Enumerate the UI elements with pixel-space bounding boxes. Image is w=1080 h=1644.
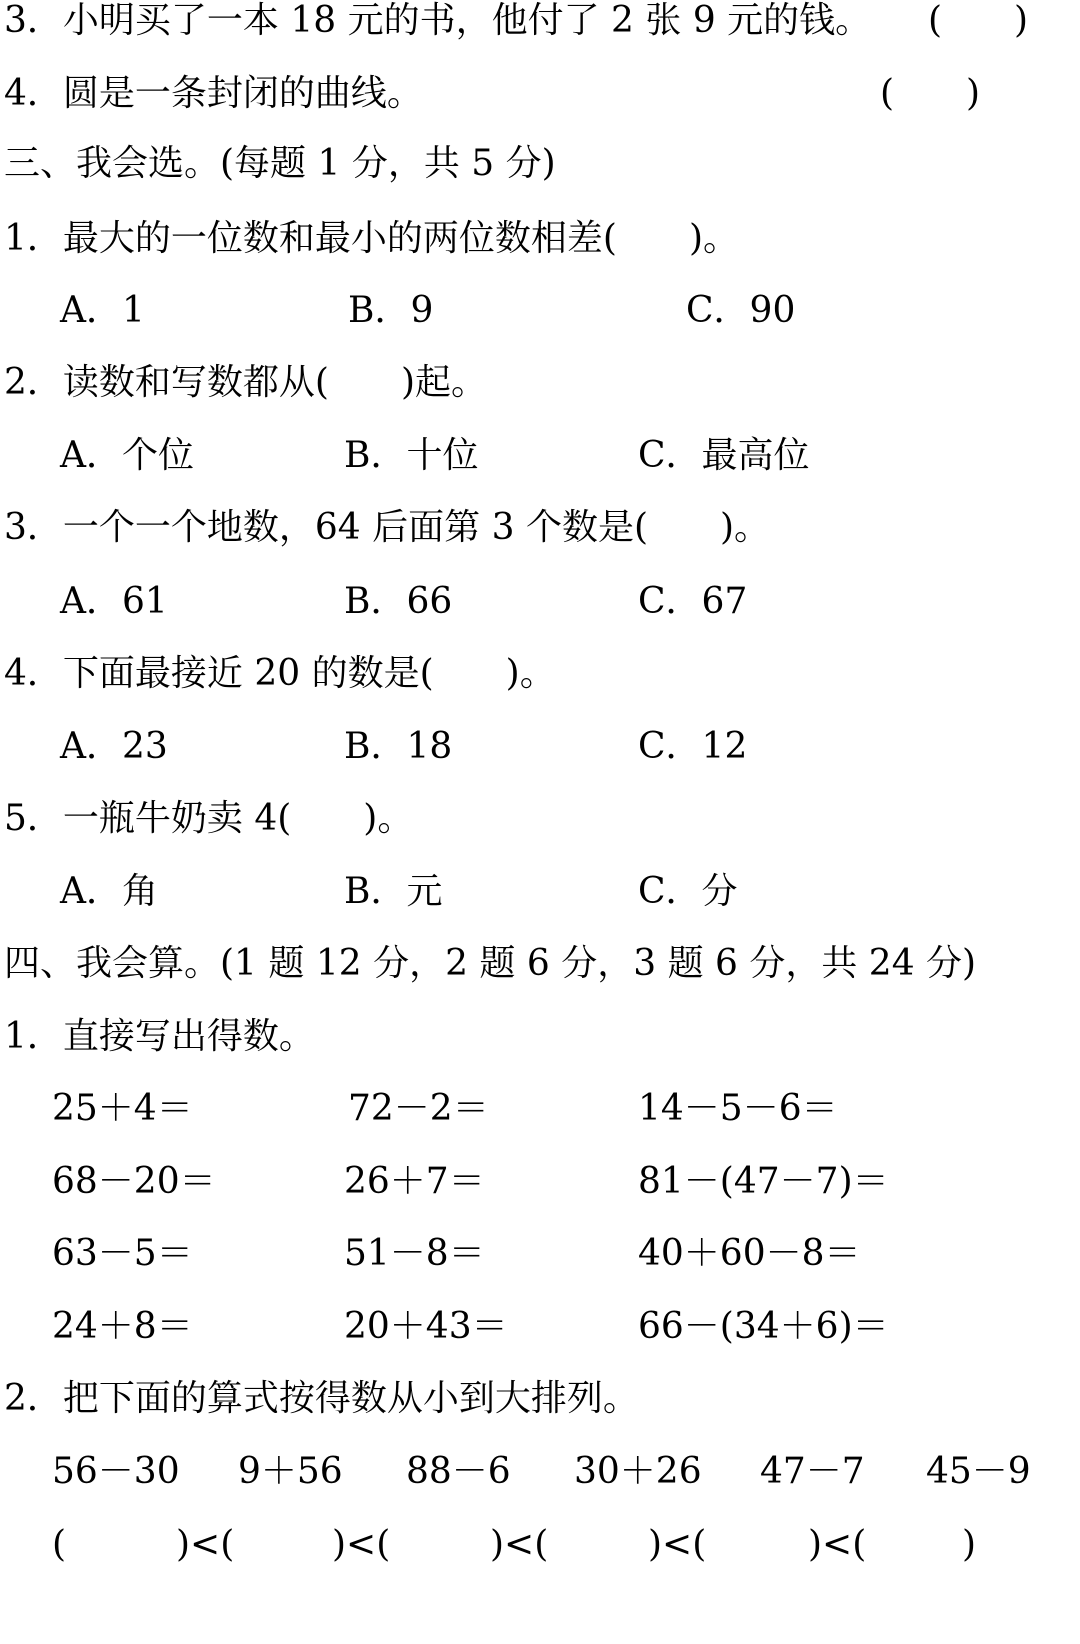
- calc-expression: 14－5－6＝: [638, 1088, 838, 1129]
- question-stem: 5．一瓶牛奶卖 4( )。: [4, 798, 414, 839]
- choice-options-5: [0, 862, 1080, 922]
- question-stem: 3．一个一个地数，64 后面第 3 个数是( )。: [4, 507, 771, 548]
- option-b: B．66: [344, 581, 453, 622]
- answer-blank: )<(: [490, 1524, 549, 1565]
- calc-expression: 81－(47－7)＝: [638, 1161, 889, 1202]
- choice-question-3: [0, 498, 1080, 558]
- answer-blank: )<(: [176, 1524, 235, 1565]
- sort-expression: 9＋56: [238, 1451, 343, 1492]
- calc-expression: 40＋60－8＝: [638, 1233, 861, 1274]
- question-stem: 1．最大的一位数和最小的两位数相差( )。: [4, 218, 739, 259]
- choice-options-2: [0, 426, 1080, 486]
- section-4-title: [0, 934, 1080, 994]
- choice-question-5: [0, 789, 1080, 849]
- calc-row: [0, 1224, 1080, 1284]
- answer-blank: )<(: [808, 1524, 867, 1565]
- choice-options-1: [0, 281, 1080, 341]
- calc-row: [0, 1297, 1080, 1357]
- choice-question-4: [0, 644, 1080, 704]
- calc-row: [0, 1079, 1080, 1139]
- choice-question-2: [0, 353, 1080, 413]
- calc-expression: 68－20＝: [52, 1161, 216, 1202]
- option-b: B．18: [344, 726, 453, 767]
- choice-options-3: [0, 572, 1080, 632]
- question-stem: 1．直接写出得数。: [4, 1016, 315, 1057]
- question-stem: 4．下面最接近 20 的数是( )。: [4, 653, 556, 694]
- calc-expression: 66－(34＋6)＝: [638, 1306, 889, 1347]
- judge-item-text: 3．小明买了一本 18 元的书，他付了 2 张 9 元的钱。: [4, 0, 872, 41]
- sort-expression: 56－30: [52, 1451, 180, 1492]
- calc-expression: 26＋7＝: [344, 1161, 485, 1202]
- choice-options-4: [0, 717, 1080, 777]
- sort-answer-row: [0, 1515, 1080, 1575]
- option-a: A．23: [60, 726, 168, 767]
- option-b: B．十位: [344, 435, 479, 476]
- judge-item-4: [0, 64, 1080, 124]
- calc-expression: 25＋4＝: [52, 1088, 193, 1129]
- judge-item-text: 4．圆是一条封闭的曲线。: [4, 73, 423, 114]
- calc-expression: 24＋8＝: [52, 1306, 193, 1347]
- answer-parentheses: ( ): [880, 73, 981, 114]
- calc-question-1: [0, 1007, 1080, 1067]
- sort-expression: 45－9: [926, 1451, 1031, 1492]
- calc-question-2: [0, 1369, 1080, 1429]
- option-c: C．90: [686, 290, 796, 331]
- section-title: 四、我会算。(1 题 12 分，2 题 6 分，3 题 6 分，共 24 分): [4, 943, 977, 984]
- section-3-title: [0, 134, 1080, 194]
- option-c: C．最高位: [638, 435, 810, 476]
- option-c: C．12: [638, 726, 748, 767]
- judge-item-3: [0, 0, 1080, 51]
- question-stem: 2．把下面的算式按得数从小到大排列。: [4, 1378, 639, 1419]
- option-b: B．9: [348, 290, 434, 331]
- question-stem: 2．读数和写数都从( )起。: [4, 362, 487, 403]
- calc-expression: 20＋43＝: [344, 1306, 508, 1347]
- option-c: C．分: [638, 871, 738, 912]
- option-c: C．67: [638, 581, 748, 622]
- sort-expression: 88－6: [406, 1451, 511, 1492]
- calc-expression: 51－8＝: [344, 1233, 485, 1274]
- choice-question-1: [0, 209, 1080, 269]
- answer-parentheses: ( ): [928, 0, 1029, 41]
- section-title: 三、我会选。(每题 1 分，共 5 分): [4, 143, 556, 184]
- option-b: B．元: [344, 871, 443, 912]
- option-a: A．1: [60, 290, 145, 331]
- calc-expression: 63－5＝: [52, 1233, 193, 1274]
- sort-expression: 30＋26: [574, 1451, 702, 1492]
- calc-expression: 72－2＝: [348, 1088, 489, 1129]
- option-a: A．角: [60, 871, 158, 912]
- answer-blank: (: [52, 1524, 67, 1565]
- answer-blank: )<(: [648, 1524, 707, 1565]
- answer-blank: )<(: [332, 1524, 391, 1565]
- sort-expression: 47－7: [760, 1451, 865, 1492]
- calc-row: [0, 1152, 1080, 1212]
- option-a: A．个位: [60, 435, 194, 476]
- answer-blank: ): [962, 1524, 977, 1565]
- sort-expressions-row: [0, 1442, 1080, 1502]
- option-a: A．61: [60, 581, 168, 622]
